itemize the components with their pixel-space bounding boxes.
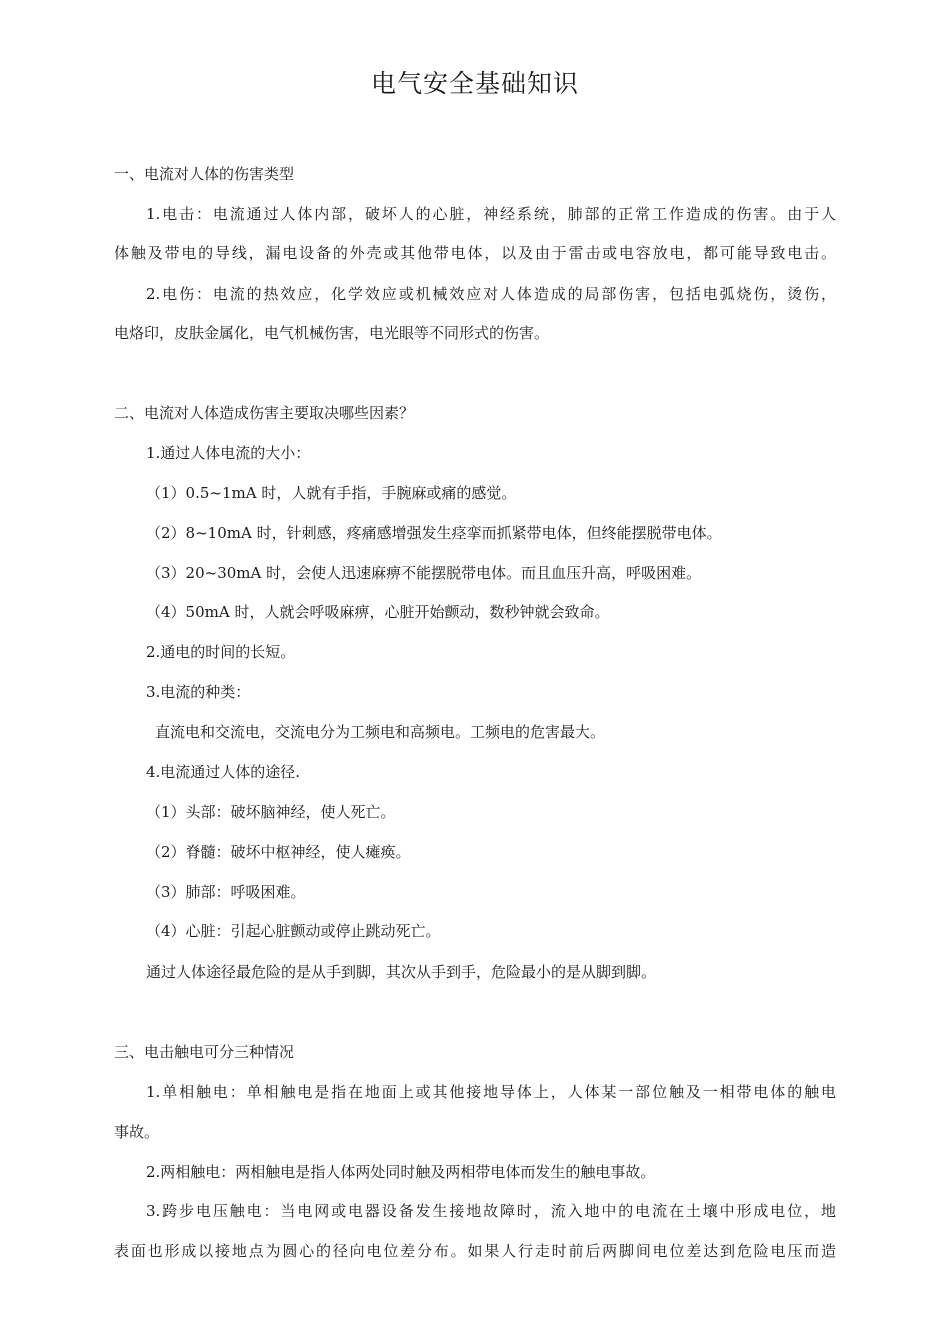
- factor-4-item-4: （4）心脏：引起心脏颤动或停止跳动死亡。: [146, 922, 441, 940]
- factor-3-text: 直流电和交流电，交流电分为工频电和高频电。工频电的危害最大。: [155, 723, 606, 741]
- section-1-paragraph-2-line-1: 2.电伤：电流的热效应，化学效应或机械效应对人体造成的局部伤害，包括电弧烧伤，烫伤，: [146, 285, 836, 303]
- section-1-paragraph-1-line-2: 体触及带电的导线，漏电设备的外壳或其他带电体，以及由于雷击或电容放电，都可能导致电击。: [114, 244, 836, 262]
- factor-4-item-3: （3）肺部：呼吸困难。: [146, 883, 306, 901]
- section-2-heading: 二、电流对人体造成伤害主要取决哪些因素？: [114, 404, 415, 422]
- section-3-paragraph-1-line-1: 1.单相触电：单相触电是指在地面上或其他接地导体上，人体某一部位触及一相带电体的触电: [146, 1083, 836, 1101]
- section-3-paragraph-2: 2.两相触电：两相触电是指人体两处同时触及两相带电体而发生的触电事故。: [146, 1163, 656, 1181]
- factor-1-heading: 1.通过人体电流的大小：: [146, 444, 311, 462]
- section-1-paragraph-1-line-1: 1.电击：电流通过人体内部，破坏人的心脏，神经系统，肺部的正常工作造成的伤害。由于人: [146, 205, 836, 223]
- factor-3-heading: 3.电流的种类：: [146, 683, 251, 701]
- section-3-paragraph-1-line-2: 事故。: [114, 1123, 160, 1141]
- factor-4-item-1: （1）头部：破坏脑神经，使人死亡。: [146, 803, 396, 821]
- factor-1-item-3: （3）20~30mA 时，会使人迅速麻痹不能摆脱带电体。而且血压升高，呼吸困难。: [146, 564, 702, 582]
- section-3-paragraph-3-line-2: 表面也形成以接地点为圆心的径向电位差分布。如果人行走时前后两脚间电位差达到危险电压而造: [114, 1242, 836, 1260]
- factor-1-item-1: （1）0.5~1mA 时，人就有手指，手腕麻或痛的感觉。: [146, 484, 517, 502]
- document-title: 电气安全基础知识: [370, 69, 579, 98]
- section-1-paragraph-2-line-2: 电烙印，皮肤金属化，电气机械伤害，电光眼等不同形式的伤害。: [114, 324, 550, 342]
- section-1-heading: 一、电流对人体的伤害类型: [114, 165, 295, 183]
- factor-4-summary: 通过人体途径最危险的是从手到脚，其次从手到手，危险最小的是从脚到脚。: [146, 963, 657, 981]
- factor-4-heading: 4.电流通过人体的途径.: [146, 763, 301, 781]
- factor-4-item-2: （2）脊髓：破坏中枢神经，使人瘫痪。: [146, 843, 411, 861]
- section-3-paragraph-3-line-1: 3.跨步电压触电：当电网或电器设备发生接地故障时，流入地中的电流在土壤中形成电位，地: [146, 1202, 836, 1220]
- factor-1-item-4: （4）50mA 时，人就会呼吸麻痹，心脏开始颤动，数秒钟就会致命。: [146, 603, 610, 621]
- section-3-heading: 三、电击触电可分三种情况: [114, 1043, 295, 1061]
- factor-1-item-2: （2）8~10mA 时，针刺感，疼痛感增强发生痉挛而抓紧带电体，但终能摆脱带电体。: [146, 524, 722, 542]
- factor-2-heading: 2.通电的时间的长短。: [146, 643, 296, 661]
